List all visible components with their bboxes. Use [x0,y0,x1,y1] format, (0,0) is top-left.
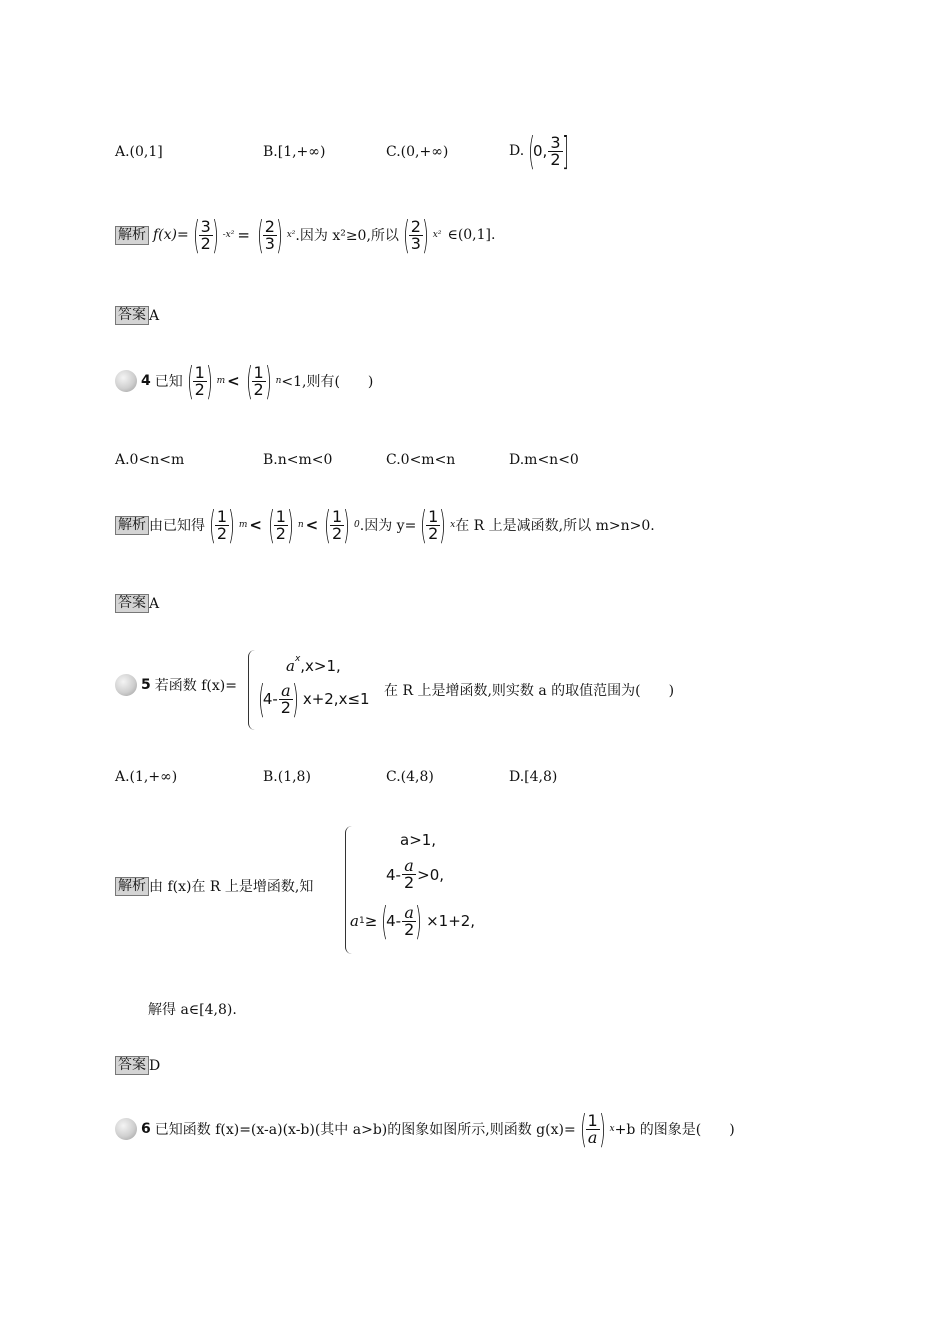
option-b: B.(1,8) [263,769,311,785]
question-bullet-icon [115,1118,137,1140]
answer-tag: 答案 [115,1056,149,1075]
q5-stem-lead: 5 若函数 f(x)= [115,674,237,696]
option-c: C.(0,+∞) [386,144,449,160]
q6-stem: 6 已知函数 f(x)=(x-a)(x-b)(其中 a>b)的图象如图所示,则函数 g(x)= ( $\frac{1}{a}$ ) x +b 的图象是( ) [115,1110,735,1148]
q5-analysis-lead: 解析 由 f(x)在 R 上是增函数,知 [115,876,313,896]
answer-tag: 答案 [115,306,149,325]
option-b: B.[1,+∞) [263,144,326,160]
case-2: ( 4- $\frac{a}{2}$ ) x+2,x≤1 [258,677,370,721]
option-b: B.n<m<0 [263,452,333,468]
option-a: A.0<n<m [115,452,185,468]
answer-tag: 答案 [115,594,149,613]
option-d: D.m<n<0 [509,452,579,468]
q3-analysis: 解析 f(x)= ( $\frac{3}{2}$ ) -x² = ( $\frac{2}{3}$ ) x² .因为 x²≥0,所以 ( $\frac{2}{3}$ ) x² ∈(0,1]. [115,216,495,254]
q5-answer: 答案 D [115,1056,160,1075]
option-a: A.(1,+∞) [115,769,178,785]
q5-result: 解得 a∈[4,8). [148,1002,237,1018]
analysis-tag: 解析 [115,226,149,245]
q4-analysis: 解析 由已知得 ( $\frac{1}{2}$ ) m < ( $\frac{1}{2}$ ) n < ( $\frac{1}{2}$ ) 0 .因为 y= ( $\frac{1}{2}$ ) x 在 R 上是减函数,所以 m>n>0. [115,506,655,544]
condition-2: 4- $\frac{a}{2}$ >0, [386,856,445,892]
option-c: C.0<m<n [386,452,456,468]
case-1: $a^x,x>1$, [286,654,341,675]
question-bullet-icon [115,674,137,696]
option-a: A.(0,1] [115,144,163,160]
condition-3: a 1 ≥ ( 4- $\frac{a}{2}$ ) ×1+2, [350,899,476,943]
q3-answer: 答案 A [115,306,159,325]
analysis-tag: 解析 [115,516,149,535]
q5-stem-tail: 在 R 上是增函数,则实数 a 的取值范围为( ) [384,683,675,699]
condition-1: a>1, [400,831,437,849]
q4-answer: 答案 A [115,594,159,613]
question-bullet-icon [115,370,137,392]
option-d: D. ( 0, $\frac{3}{2}$ ] [509,129,569,173]
option-c: C.(4,8) [386,769,434,785]
q4-stem: 4 已知 ( $\frac{1}{2}$ ) m < ( $\frac{1}{2}$ ) n <1,则有( ) [115,362,373,400]
analysis-tag: 解析 [115,877,149,896]
option-d: D.[4,8) [509,769,558,785]
